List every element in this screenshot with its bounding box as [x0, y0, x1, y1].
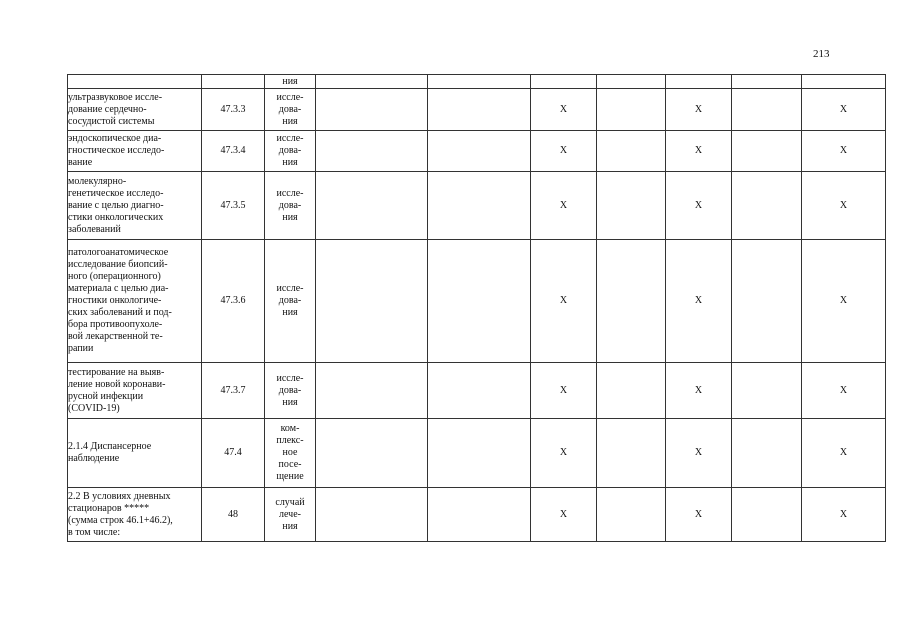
- row-unit: иссле- дова- ния: [265, 172, 316, 240]
- table-row: [68, 363, 886, 419]
- x-mark: Х: [802, 488, 886, 542]
- x-mark: Х: [666, 131, 732, 172]
- x-mark: Х: [531, 172, 597, 240]
- row-unit: случай лече- ния: [265, 488, 316, 542]
- row-name: эндоскопическое диа- гностическое исследо- вание: [68, 131, 202, 172]
- row-code: 47.3.5: [202, 172, 265, 240]
- row-name: ультразвуковое иссле- дование сердечно- сосудистой системы: [68, 89, 202, 131]
- row-name: 2.1.4 Диспансерное наблюдение: [68, 419, 202, 488]
- table-header-row: [68, 75, 886, 89]
- table-row: [68, 488, 886, 542]
- row-code: 47.3.3: [202, 89, 265, 131]
- x-mark: Х: [531, 419, 597, 488]
- x-mark: Х: [802, 240, 886, 363]
- row-name: 2.2 В условиях дневных стационаров ***** (сумма строк 46.1+46.2), в том числе:: [68, 488, 202, 542]
- row-code: 48: [202, 488, 265, 542]
- x-mark: Х: [666, 363, 732, 419]
- x-mark: Х: [802, 131, 886, 172]
- row-unit: иссле- дова- ния: [265, 89, 316, 131]
- x-mark: Х: [531, 89, 597, 131]
- table-row: [68, 89, 886, 131]
- page-number: 213: [813, 48, 830, 60]
- row-name: патологоанатомическое исследование биопсий- ного (операционного) материала с целью диа- гностики онкологиче- ских заболеваний и под- бора противоопухоле- вой лекарственной те- рапии: [68, 240, 202, 363]
- x-mark: Х: [666, 419, 732, 488]
- unit-cell: ния: [265, 75, 316, 89]
- table-row: [68, 240, 886, 363]
- data-table: [67, 74, 886, 542]
- x-mark: Х: [802, 172, 886, 240]
- row-unit: иссле- дова- ния: [265, 363, 316, 419]
- row-name: молекулярно- генетическое исследо- вание с целью диагно- стики онкологических заболеваний: [68, 172, 202, 240]
- table-row: [68, 131, 886, 172]
- row-name: тестирование на выяв- ление новой коронави- русной инфекции (COVID-19): [68, 363, 202, 419]
- x-mark: Х: [531, 131, 597, 172]
- x-mark: Х: [802, 89, 886, 131]
- x-mark: Х: [802, 419, 886, 488]
- x-mark: Х: [531, 488, 597, 542]
- row-unit: ком- плекс- ное посе- щение: [265, 419, 316, 488]
- x-mark: Х: [666, 488, 732, 542]
- table-row: [68, 419, 886, 488]
- table-row: [68, 172, 886, 240]
- x-mark: Х: [531, 363, 597, 419]
- row-code: 47.4: [202, 419, 265, 488]
- x-mark: Х: [666, 240, 732, 363]
- row-code: 47.3.4: [202, 131, 265, 172]
- x-mark: Х: [666, 89, 732, 131]
- x-mark: Х: [531, 240, 597, 363]
- x-mark: Х: [666, 172, 732, 240]
- row-code: 47.3.6: [202, 240, 265, 363]
- row-unit: иссле- дова- ния: [265, 131, 316, 172]
- row-code: 47.3.7: [202, 363, 265, 419]
- row-unit: иссле- дова- ния: [265, 240, 316, 363]
- x-mark: Х: [802, 363, 886, 419]
